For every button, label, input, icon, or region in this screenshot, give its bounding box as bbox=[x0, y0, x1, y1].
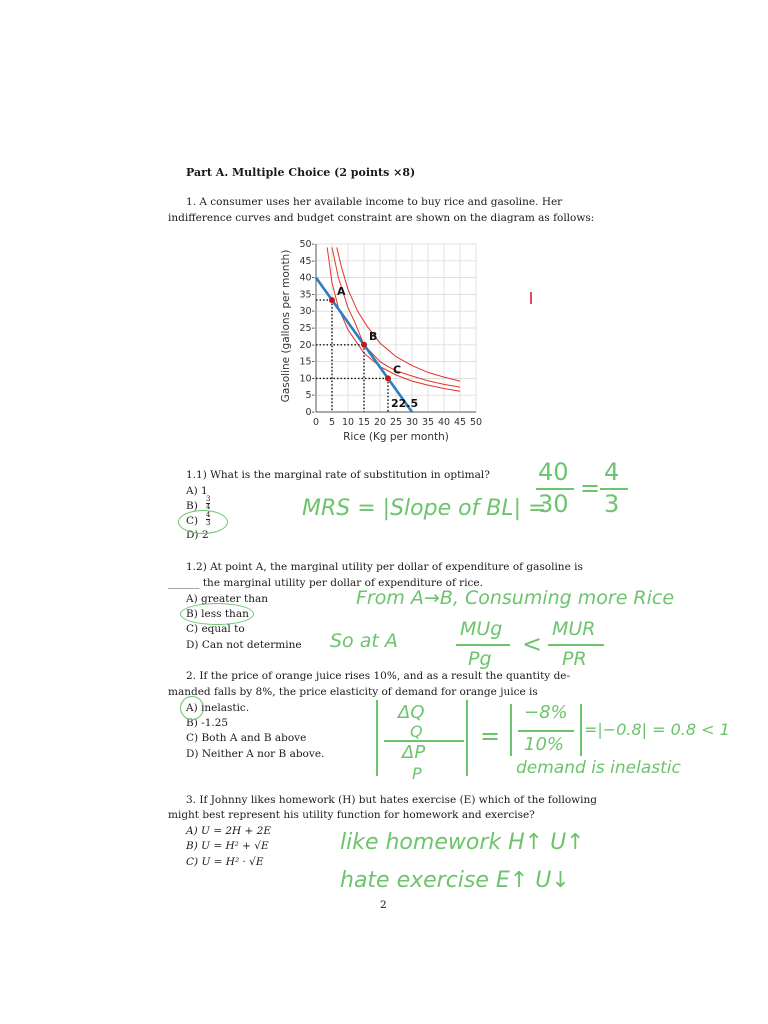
hw-abs-bar-left bbox=[376, 700, 378, 776]
fraction-denominator: 4 bbox=[206, 503, 211, 511]
x-tick-label: 50 bbox=[469, 417, 483, 428]
hw-mu-r: MUR bbox=[552, 618, 596, 640]
q1-2-option-b: B) less than bbox=[186, 608, 249, 620]
x-tick-label: 30 bbox=[405, 417, 419, 428]
q3-option-a: A) U = 2H + 2E bbox=[186, 825, 271, 837]
x-tick-label: 40 bbox=[437, 417, 451, 428]
q1-1-option-b-fraction bbox=[206, 496, 210, 511]
hw-result-4: 4 bbox=[604, 458, 620, 486]
q2-option-a: A) inelastic. bbox=[186, 702, 250, 714]
point-label: A bbox=[337, 285, 346, 299]
indifference-curve bbox=[337, 247, 460, 381]
hw-mrs-fraction-40: 40 bbox=[538, 458, 569, 486]
question-1-line-2: indifference curves and budget constraint are shown on the diagram as follows: bbox=[168, 212, 595, 224]
point-marker bbox=[361, 342, 367, 348]
question-2-line-2: manded falls by 8%, the price elasticity of demand for orange juice is bbox=[168, 686, 538, 698]
q1-2-option-c: C) equal to bbox=[186, 623, 245, 635]
hw-like-homework: like homework H↑ U↑ bbox=[340, 830, 585, 855]
q1-2-option-d: D) Can not determine bbox=[186, 639, 302, 651]
y-tick-label: 20- bbox=[299, 339, 315, 351]
y-tick-label: 5- bbox=[305, 390, 315, 402]
question-3-line-2: might best represent his utility function for homework and exercise? bbox=[168, 809, 535, 821]
q1-2-option-a: A) greater than bbox=[186, 593, 269, 605]
indifference-curve-chart bbox=[276, 236, 496, 446]
y-tick-label: 45- bbox=[299, 255, 315, 267]
q1-1-option-b: B) bbox=[186, 500, 198, 512]
optimal-points bbox=[329, 285, 401, 381]
q2-option-c: C) Both A and B above bbox=[186, 732, 307, 744]
x-tick-label: 45 bbox=[453, 417, 467, 428]
y-tick-label: 15- bbox=[299, 356, 315, 368]
point-marker bbox=[329, 297, 335, 303]
q1-1-option-d: D) 2 bbox=[186, 529, 209, 541]
hw-result-08: =|−0.8| = 0.8 < 1 bbox=[584, 720, 730, 739]
point-label: C bbox=[393, 363, 402, 377]
q1-1-option-a: A) 1 bbox=[186, 485, 208, 497]
question-2-line-1: 2. If the price of orange juice rises 10%, and as a result the quantity de- bbox=[186, 670, 571, 682]
hw-abs-bar-right bbox=[466, 700, 468, 776]
hw-abs-bar-left-2 bbox=[510, 704, 512, 756]
y-tick-labels bbox=[299, 239, 315, 418]
hw-p-r: PR bbox=[562, 648, 587, 670]
answer-circle-b bbox=[180, 603, 254, 625]
x-tick-label: 15 bbox=[357, 417, 371, 428]
y-tick-label: 50- bbox=[299, 239, 315, 250]
part-title: Part A. Multiple Choice (2 points ×8) bbox=[186, 166, 416, 179]
question-3-line-1: 3. If Johnny likes homework (H) but hates exercise (E) which of the following bbox=[186, 794, 598, 806]
fraction-numerator: 3 bbox=[206, 495, 211, 503]
question-1-line-1: 1. A consumer uses her available income to buy rice and gasoline. Her bbox=[186, 196, 563, 208]
hw-mu-g: MUg bbox=[460, 618, 503, 640]
y-tick-label: 25- bbox=[299, 323, 315, 334]
y-tick-label: 30- bbox=[299, 306, 315, 318]
hw-frac-bar-mur bbox=[548, 644, 604, 646]
y-tick-label: 0- bbox=[305, 407, 315, 418]
hw-result-3: 3 bbox=[604, 490, 620, 518]
point-label: B bbox=[369, 329, 378, 343]
fraction-numerator: 4 bbox=[206, 511, 211, 519]
y-axis-label: Gasoline (gallons per month) bbox=[280, 249, 292, 403]
answer-circle-a bbox=[180, 696, 204, 720]
hw-so-at-a: So at A bbox=[330, 630, 398, 652]
q2-option-b: B) -1.25 bbox=[186, 717, 229, 729]
hw-10-percent: 10% bbox=[524, 734, 565, 755]
hw-neg-8-percent: −8% bbox=[524, 702, 568, 723]
hw-demand-inelastic: demand is inelastic bbox=[516, 758, 681, 778]
hw-q: Q bbox=[410, 722, 423, 741]
y-tick-label: 40- bbox=[299, 272, 315, 284]
x-tick-label: 0 bbox=[312, 417, 320, 428]
y-tick-label: 35- bbox=[299, 289, 315, 301]
annotation-22-5: 22.5 bbox=[391, 397, 419, 410]
x-axis-label: Rice (Kg per month) bbox=[343, 431, 449, 443]
hw-delta-p: ΔP bbox=[402, 742, 426, 763]
q3-option-c: C) U = H² · √E bbox=[186, 856, 264, 868]
hw-hate-exercise: hate exercise E↑ U↓ bbox=[340, 868, 570, 893]
x-tick-label: 35 bbox=[421, 417, 435, 428]
hw-equals-2: = bbox=[480, 722, 501, 750]
hw-mrs-fraction-30: 30 bbox=[538, 490, 569, 518]
x-tick-labels bbox=[313, 417, 482, 428]
page-number: 2 bbox=[380, 899, 387, 911]
q1-1-option-c: C) bbox=[186, 515, 199, 527]
hw-p-g: Pg bbox=[468, 648, 492, 670]
question-1-2-line-1: 1.2) At point A, the marginal utility per dollar of expenditure of gasoline is bbox=[186, 561, 583, 573]
hw-delta-q: ΔQ bbox=[398, 702, 425, 723]
y-tick-label: 10- bbox=[299, 373, 315, 385]
x-tick-label: 10 bbox=[341, 417, 355, 428]
fraction-denominator: 3 bbox=[206, 519, 211, 527]
red-tick-mark bbox=[530, 292, 532, 304]
q3-option-b: B) U = H² + √E bbox=[186, 840, 269, 852]
question-1-1: 1.1) What is the marginal rate of substitution in optimal? bbox=[186, 469, 490, 481]
hw-mrs-equation: MRS = |Slope of BL| = bbox=[302, 496, 547, 521]
hw-percent-frac-bar bbox=[518, 730, 574, 732]
point-marker bbox=[385, 375, 391, 381]
chart-grid bbox=[316, 244, 476, 412]
hw-frac-bar-mug bbox=[456, 644, 510, 646]
hw-equals: = bbox=[580, 474, 601, 502]
answer-circle-c bbox=[178, 510, 228, 534]
hw-p: P bbox=[412, 764, 422, 783]
hw-from-a-to-b: From A→B, Consuming more Rice bbox=[356, 587, 675, 609]
question-1-2-line-2: ______ the marginal utility per dollar of expenditure of rice. bbox=[168, 577, 483, 589]
x-tick-label: 20 bbox=[373, 417, 387, 428]
q2-option-d: D) Neither A nor B above. bbox=[186, 748, 325, 760]
x-tick-label: 25 bbox=[389, 417, 403, 428]
hw-less-than: < bbox=[522, 630, 543, 658]
hw-abs-bar-right-2 bbox=[580, 704, 582, 756]
x-tick-label: 5 bbox=[328, 417, 336, 428]
